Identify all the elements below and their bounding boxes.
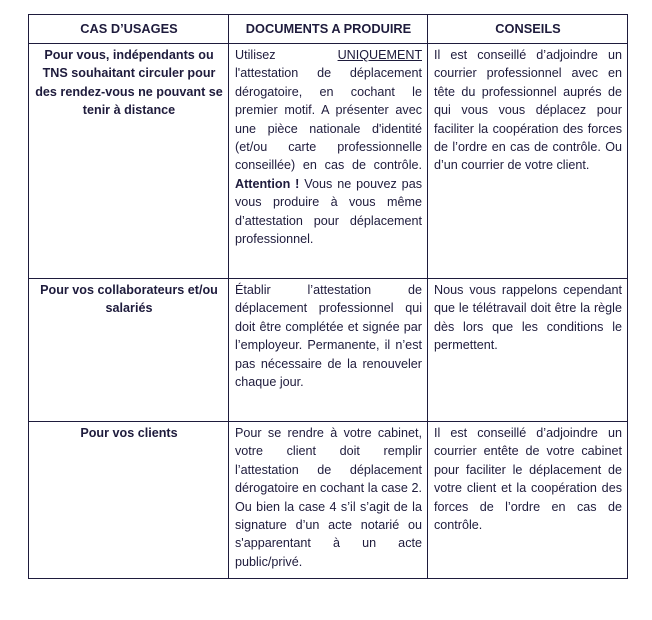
advice-cell: Nous vous rappelons cependant que le télétravail doit être la règle dès lors que les conditions le permettent.: [428, 279, 628, 422]
documents-cell: Pour se rendre à votre cabinet, votre client doit remplir l’attestation de déplacement dérogatoire en cochant la case 2. Ou bien la case 4 s’il s’agit de la signature d’un acte notarié ou s'apparentant à un acte public/privé.: [229, 422, 428, 579]
header-row: [29, 15, 628, 44]
uniquement-emphasis: UNIQUEMENT: [337, 48, 422, 62]
case-cell: Pour vos collaborateurs et/ou salariés: [29, 279, 229, 422]
advice-cell: Il est conseillé d’adjoindre un courrier entête de votre cabinet pour faciliter le déplacement de votre client et la coopération des forces de l’ordre en cas de contrôle.: [428, 422, 628, 579]
attention-emphasis: Attention !: [235, 176, 300, 191]
advice-cell: Il est conseillé d’adjoindre un courrier professionnel avec en tête du professionnel auprés de qui vous vous déplacez pour faciliter la coopération des forces de l’ordre en cas de contrôle. Ou d’un courrier de votre client.: [428, 44, 628, 279]
documents-text: Utilisez: [235, 48, 338, 62]
table-row: [29, 44, 628, 279]
documents-cell: [229, 44, 428, 279]
case-cell: Pour vos clients: [29, 422, 229, 579]
documents-text: l'attestation de déplacement dérogatoire, en cochant le premier motif. A présenter avec une pièce nationale d'identité (et/ou carte professionnelle conseillée) en cas de contrôle.: [235, 66, 422, 173]
documents-text: Vous ne pouvez pas vous produire à vous même d’attestation pour déplacement professionnel.: [235, 176, 422, 247]
header-cas-usages: CAS D’USAGES: [29, 15, 229, 44]
case-cell: Pour vous, indépendants ou TNS souhaitant circuler pour des rendez-vous ne pouvant se tenir à distance: [29, 44, 229, 279]
header-conseils: CONSEILS: [428, 15, 628, 44]
table-row: [29, 422, 628, 579]
header-documents: DOCUMENTS A PRODUIRE: [229, 15, 428, 44]
usage-guide-table: [28, 14, 628, 579]
documents-cell: Établir l’attestation de déplacement professionnel qui doit être complétée et signée par l’employeur. Permanente, il n’est pas nécessaire de la renouveler chaque jour.: [229, 279, 428, 422]
table-row: [29, 279, 628, 422]
